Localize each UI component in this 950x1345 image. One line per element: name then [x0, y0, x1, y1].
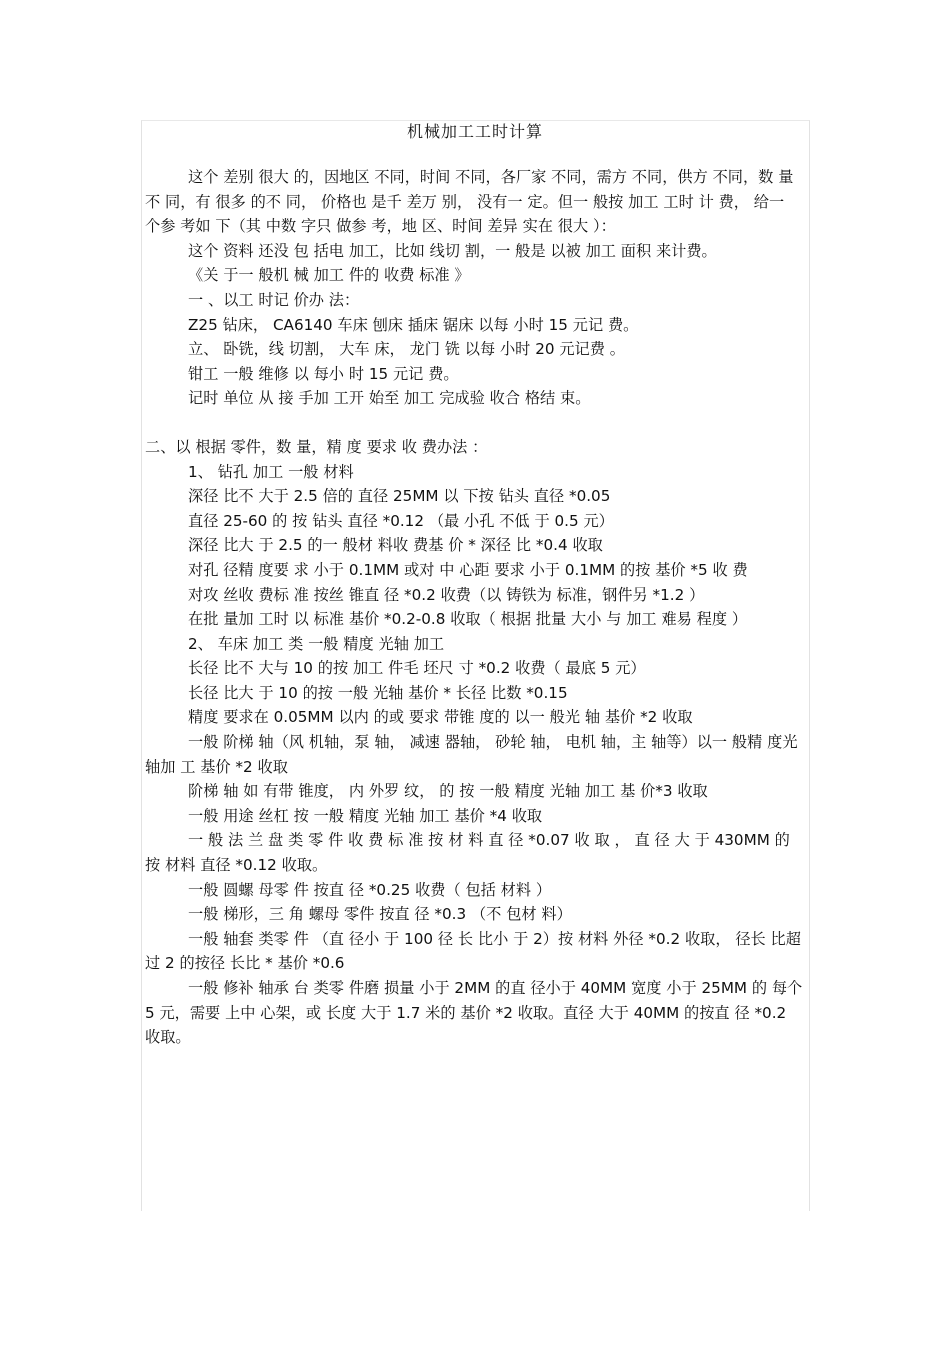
paragraph: 一般 轴套 类零 件 （直 径小 于 100 径 长 比小 于 2）按 材料 外径 *0.2 收取， 径长 比超 过 2 的按径 长比 * 基价 *0.6 — [145, 929, 801, 973]
paragraph: 长径 比大 于 10 的按 一般 光轴 基价 * 长径 比数 *0.15 — [188, 683, 568, 702]
paragraph: 一般 圆螺 母零 件 按直 径 *0.25 收费（ 包括 材料 ） — [188, 880, 552, 899]
paragraph: 一般 阶梯 轴（风 机轴，泵 轴， 减速 器轴， 砂轮 轴， 电机 轴，主 轴等）以一 般精 度光 轴加 工 基价 *2 收取 — [145, 733, 798, 776]
paragraph: 对攻 丝收 费标 准 按丝 锥直 径 *0.2 收费（以 铸铁为 标准，钢件另 *1.2 ） — [188, 585, 705, 604]
subsection-heading: 1、 钻孔 加工 一般 材料 — [188, 462, 354, 481]
blank-line — [145, 411, 803, 435]
paragraph: 深径 比大 于 2.5 的一 般材 料收 费基 价 * 深径 比 *0.4 收取 — [188, 536, 603, 555]
paragraph: Z25 钻床， CA6140 车床 刨床 插床 锯床 以每 小时 15 元记 费。 — [188, 315, 639, 334]
section-heading: 二、以 根据 零件，数 量，精 度 要求 收 费办法 ： — [145, 437, 488, 456]
paragraph: 记时 单位 从 接 手加 工开 始至 加工 完成验 收合 格结 束。 — [188, 389, 591, 408]
paragraph: 这个 资料 还没 包 括电 加工，比如 线切 割，一 般是 以被 加工 面积 来计费。 — [188, 241, 717, 260]
document-title: 机械加工工时计算 — [406, 122, 543, 141]
paragraph: 一般 用途 丝杠 按 一般 精度 光轴 加工 基价 *4 收取 — [188, 806, 543, 825]
paragraph: 精度 要求在 0.05MM 以内 的或 要求 带锥 度的 以一 般光 轴 基价 *2 收取 — [188, 708, 693, 727]
paragraph: 这个 差别 很大 的，因地区 不同，时间 不同，各厂家 不同，需方 不同，供方 不同，数 量不 同，有 很多 的不 同， 价格也 是千 差万 别， 没有一 定。但一 般按 加工 工时 计 费， 给一 个参 考如 下（其 中数 字只 做参 考，地 区、时间 差异 实在 很大 ）： — [145, 168, 794, 236]
paragraph: 《关 于一 般机 械 加工 件的 收费 标准 》 — [188, 266, 470, 285]
paragraph: 深径 比不 大于 2.5 倍的 直径 25MM 以 下按 钻头 直径 *0.05 — [188, 487, 611, 506]
document-body — [145, 165, 803, 1050]
paragraph: 一 般 法 兰 盘 类 零 件 收 费 标 准 按 材 料 直 径 *0.07 收 取 ， 直 径 大 于 430MM 的按 材料 直径 *0.12 收取。 — [145, 831, 790, 875]
paragraph: 钳工 一般 维修 以 每小 时 15 元记 费。 — [188, 364, 459, 383]
paragraph: 阶梯 轴 如 有带 锥度， 内 外罗 纹， 的 按 一般 精度 光轴 加工 基 价*3 收取 — [188, 782, 708, 801]
section-heading: 一 、以工 时记 价办 法： — [188, 290, 360, 309]
paragraph: 立、 卧铣，线 切割， 大车 床， 龙门 铣 以每 小时 20 元记费 。 — [188, 340, 625, 359]
subsection-heading: 2、 车床 加工 类 一般 精度 光轴 加工 — [188, 634, 445, 653]
paragraph: 在批 量加 工时 以 标准 基价 *0.2-0.8 收取（ 根据 批量 大小 与 加工 难易 程度 ） — [188, 610, 748, 629]
paragraph: 对孔 径精 度要 求 小于 0.1MM 或对 中 心距 要求 小于 0.1MM 的按 基价 *5 收 费 — [188, 560, 748, 579]
paragraph: 直径 25-60 的 按 钻头 直径 *0.12 （最 小孔 不低 于 0.5 元） — [188, 511, 614, 530]
paragraph: 长径 比不 大与 10 的按 加工 件毛 坯尺 寸 *0.2 收费（ 最底 5 元） — [188, 659, 646, 678]
paragraph: 一般 修补 轴承 台 类零 件磨 损量 小于 2MM 的直 径小于 40MM 宽度 小于 25MM 的 每个 5 元，需要 上中 心架，或 长度 大于 1.7 米的 基价 *2 收取。直径 大于 40MM 的按直 径 *0.2 收取。 — [145, 979, 803, 1047]
paragraph: 一般 梯形，三 角 螺母 零件 按直 径 *0.3 （不 包材 料） — [188, 905, 572, 924]
